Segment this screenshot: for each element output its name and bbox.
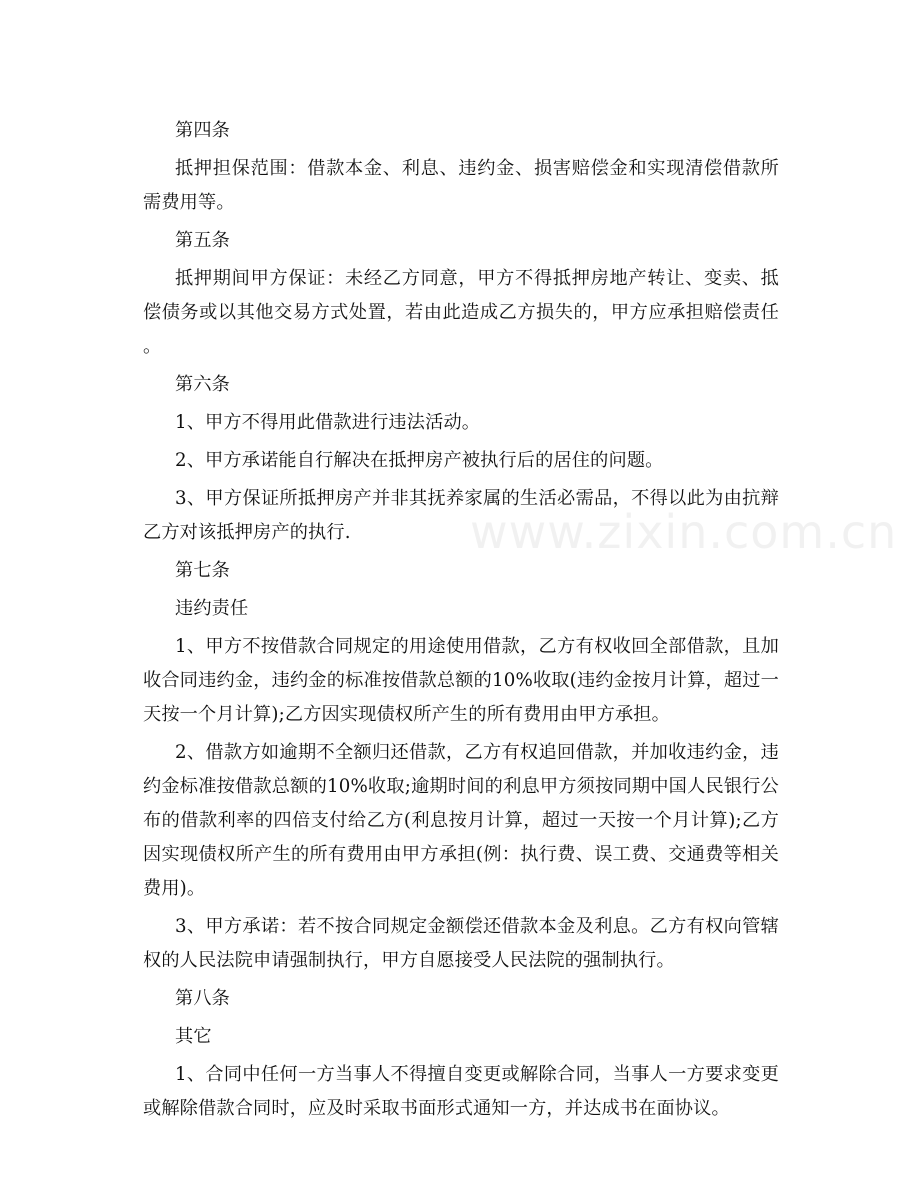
article-7-item-1: 1、甲方不按借款合同规定的用途使用借款，乙方有权收回全部借款，且加收合同违约金，违约金的标准按借款总额的10%收取(违约金按月计算，超过一天按一个月计算);乙方因实现债权所产生的所有费用由甲方承担。 (143, 636, 779, 725)
article-4-heading: 第四条 (175, 120, 231, 141)
article-8-heading: 第八条 (175, 988, 231, 1009)
article-6-item-2: 2、甲方承诺能自行解决在抵押房产被执行后的居住的问题。 (175, 450, 664, 471)
document-body (143, 114, 779, 1130)
article-7-heading: 第七条 (175, 560, 231, 581)
article-7-item-3: 3、甲方承诺：若不按合同规定金额偿还借款本金及利息。乙方有权向管辖权的人民法院申请强制执行，甲方自愿接受人民法院的强制执行。 (143, 916, 779, 971)
watermark: www.zixin.com.cn (470, 505, 898, 559)
article-8-item-1: 1、合同中任何一方当事人不得擅自变更或解除合同，当事人一方要求变更或解除借款合同时，应及时采取书面形式通知一方，并达成书在面协议。 (143, 1064, 779, 1119)
article-5-heading: 第五条 (175, 230, 231, 251)
article-7-item-2: 2、借款方如逾期不全额归还借款，乙方有权追回借款，并加收违约金，违约金标准按借款总额的10%收取;逾期时间的利息甲方须按同期中国人民银行公布的借款利率的四倍支付给乙方(利息按月计算，超过一天按一个月计算);乙方因实现债权所产生的所有费用由甲方承担(例：执行费、误工费、交通费等相关费用)。 (143, 742, 779, 899)
article-6-heading: 第六条 (175, 374, 231, 395)
article-7-subtitle: 违约责任 (175, 598, 249, 619)
article-8-subtitle: 其它 (175, 1026, 212, 1047)
article-4-scope-paragraph: 抵押担保范围：借款本金、利息、违约金、损害赔偿金和实现清偿借款所需费用等。 (143, 158, 779, 213)
article-6-item-3: 3、甲方保证所抵押房产并非其抚养家属的生活必需品，不得以此为由抗辩乙方对该抵押房产的执行. (143, 488, 779, 543)
article-6-item-1: 1、甲方不得用此借款进行违法活动。 (175, 412, 481, 433)
article-5-guarantee-paragraph: 抵押期间甲方保证：未经乙方同意，甲方不得抵押房地产转让、变卖、抵偿债务或以其他交易方式处置，若由此造成乙方损失的，甲方应承担赔偿责任。 (143, 268, 779, 357)
